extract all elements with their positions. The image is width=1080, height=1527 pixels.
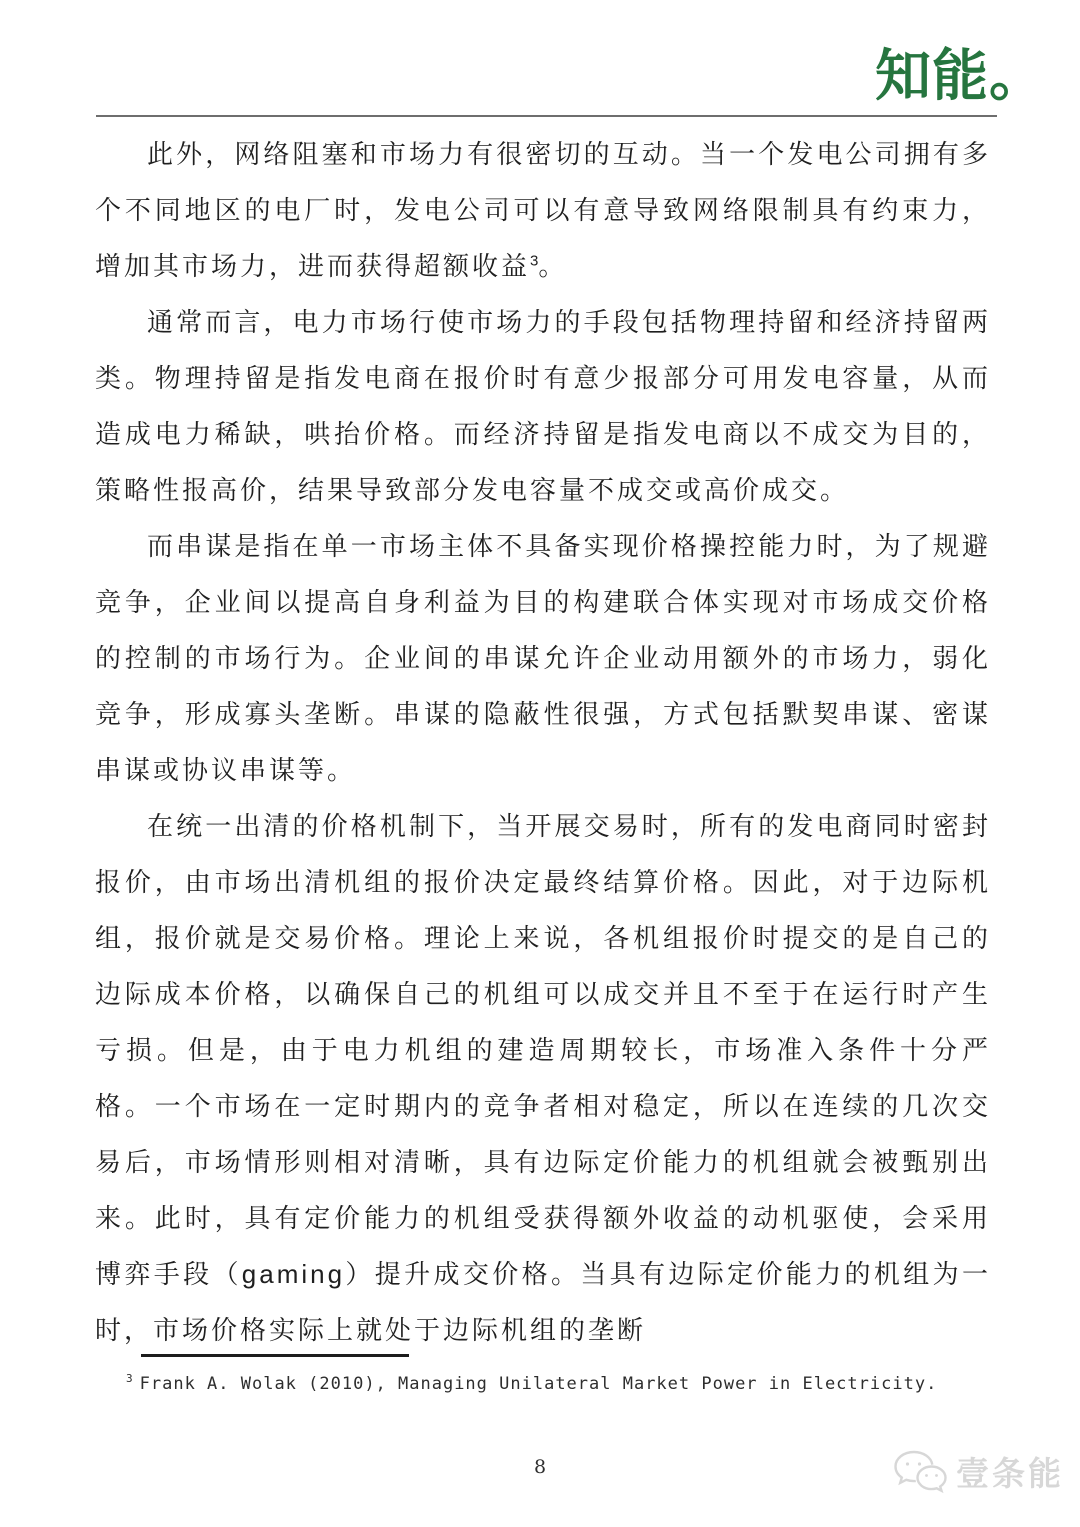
paragraph-text: 通常而言，电力市场行使市场力的手段包括物理持留和经济持留两类。物理持留是指发电商在报价时有意少报部分可用发电容量，从而造成电力稀缺，哄抬价格。而经济持留是指发电商以不成交为目的，策略性报高价，结果导致部分发电容量不成交或高价成交。 bbox=[95, 307, 991, 505]
body-paragraph bbox=[95, 518, 991, 798]
footnote-text: Frank A. Wolak (2010), Managing Unilateral Market Power in Electricity. bbox=[139, 1374, 938, 1394]
header-divider bbox=[96, 115, 997, 117]
wechat-icon bbox=[892, 1449, 948, 1495]
body-paragraph bbox=[95, 294, 991, 518]
footnote-divider bbox=[141, 1354, 409, 1357]
paragraph-text: 在统一出清的价格机制下，当开展交易时，所有的发电商同时密封报价，由市场出清机组的报价决定最终结算价格。因此，对于边际机组，报价就是交易价格。理论上来说，各机组报价时提交的是自己的边际成本价格，以确保自己的机组可以成交并且不至于在运行时产生亏损。但是，由于电力机组的建造周期较长，市场准入条件十分严格。一个市场在一定时期内的竞争者相对稳定，所以在连续的几次交易后，市场情形则相对清晰，具有边际定价能力的机组就会被甄别出来。此时，具有定价能力的机组受获得额外收益的动机驱使，会采用博弈手段（gaming）提升成交价格。当具有边际定价能力的机组为一时，市场价格实际上就处于边际机组的垄断 bbox=[95, 811, 991, 1345]
footnote-reference: 3 bbox=[530, 252, 539, 270]
brand-logo: 知能。 bbox=[875, 44, 1046, 107]
watermark bbox=[892, 1448, 1064, 1495]
paragraph-text: 。 bbox=[538, 251, 568, 281]
body-paragraph bbox=[95, 126, 991, 294]
body-paragraph bbox=[95, 798, 991, 1358]
watermark-text: 壹条能 bbox=[956, 1455, 1064, 1492]
footnote-marker: 3 bbox=[126, 1372, 134, 1386]
body-text bbox=[95, 126, 991, 1358]
paragraph-text: 此外，网络阻塞和市场力有很密切的互动。当一个发电公司拥有多个不同地区的电厂时，发电公司可以有意导致网络限制具有约束力，增加其市场力，进而获得超额收益 bbox=[95, 139, 991, 281]
page-number: 8 bbox=[533, 1456, 547, 1478]
paragraph-text: 而串谋是指在单一市场主体不具备实现价格操控能力时，为了规避竞争，企业间以提高自身利益为目的构建联合体实现对市场成交价格的控制的市场行为。企业间的串谋允许企业动用额外的市场力，弱化竞争，形成寡头垄断。串谋的隐蔽性很强，方式包括默契串谋、密谋串谋或协议串谋等。 bbox=[95, 531, 991, 785]
footnote bbox=[126, 1374, 986, 1394]
